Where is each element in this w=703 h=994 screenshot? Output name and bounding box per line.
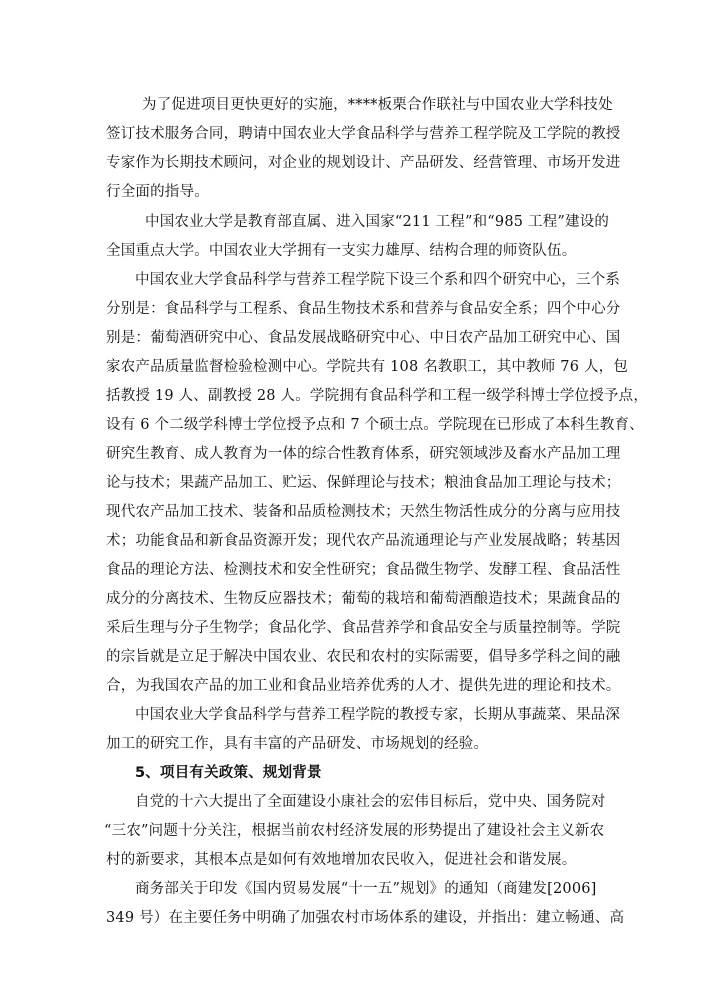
text-line: 自党的十六大提出了全面建设小康社会的宏伟目标后，党中央、国务院对: [135, 794, 606, 810]
text-line: 论与技术；果蔬产品加工、贮运、保鲜理论与技术；粮油食品加工理论与技术；: [106, 475, 621, 491]
text-line: “三农”问题十分关注，根据当前农村经济发展的形势提出了建设社会主义新农: [104, 823, 605, 839]
text-line: 签订技术服务合同，聘请中国农业大学食品科学与营养工程学院及工学院的教授: [106, 126, 621, 142]
text-line: 别是：葡萄酒研究中心、食品发展战略研究中心、中日农产品加工研究中心、国: [106, 330, 621, 346]
text-line: 中国农业大学食品科学与营养工程学院下设三个系和四个研究中心，三个系: [135, 272, 621, 288]
text-line: 括教授 19 人、副教授 28 人。学院拥有食品科学和工程一级学科博士学位授予点，: [106, 388, 649, 404]
text-line: 的宗旨就是立足于解决中国农业、农民和农村的实际需要，倡导多学科之间的融: [106, 649, 621, 665]
text-line: 加工的研究工作，具有丰富的产品研发、市场规划的经验。: [106, 736, 489, 752]
text-line: 全国重点大学。中国农业大学拥有一支实力雄厚、结构合理的师资队伍。: [106, 243, 577, 259]
text-line: 食品的理论方法、检测技术和安全性研究；食品微生物学、发酵工程、食品活性: [106, 562, 621, 578]
text-line: 研究生教育、成人教育为一体的综合性教育体系，研究领域涉及畜水产品加工理: [106, 446, 621, 462]
text-line: 行全面的指导。: [106, 184, 209, 200]
text-line: 合，为我国农产品的加工业和食品业培养优秀的人才、提供先进的理论和技术。: [106, 678, 621, 694]
text-line: 中国农业大学食品科学与营养工程学院的教授专家，长期从事蔬菜、果品深: [135, 707, 621, 723]
text-line: 术；功能食品和新食品资源开发；现代农产品流通理论与产业发展战略；转基因: [106, 533, 621, 549]
text-line: 现代农产品加工技术、装备和品质检测技术；天然生物活性成分的分离与应用技: [106, 504, 621, 520]
text-line: 中国农业大学是教育部直属、进入国家“211 工程”和“985 工程”建设的: [145, 214, 610, 230]
section-heading: 5、项目有关政策、规划背景: [135, 765, 322, 781]
text-line: 分别是：食品科学与工程系、食品生物技术系和营养与食品安全系；四个中心分: [106, 301, 621, 317]
text-line: 成分的分离技术、生物反应器技术；葡萄的栽培和葡萄酒酿造技术；果蔬食品的: [106, 591, 621, 607]
text-line: 采后生理与分子生物学；食品化学、食品营养学和食品安全与质量控制等。学院: [106, 620, 621, 636]
text-line: 村的新要求，其根本点是如何有效地增加农民收入，促进社会和谐发展。: [106, 852, 577, 868]
text-line: 设有 6 个二级学科博士学位授予点和 7 个硕士点。学院现在已形成了本科生教育、: [106, 417, 644, 433]
text-line: 商务部关于印发《国内贸易发展“十一五”规划》的通知（商建发[2006]: [135, 881, 597, 897]
text-line: 家农产品质量监督检验检测中心。学院共有 108 名教职工，其中教师 76 人，包: [106, 359, 629, 375]
text-line: 为了促进项目更快更好的实施，****板栗合作联社与中国农业大学科技处: [142, 97, 613, 113]
text-line: 349 号）在主要任务中明确了加强农村市场体系的建设，并指出：建立畅通、高: [106, 910, 625, 926]
text-line: 专家作为长期技术顾问，对企业的规划设计、产品研发、经营管理、市场开发进: [106, 155, 621, 171]
